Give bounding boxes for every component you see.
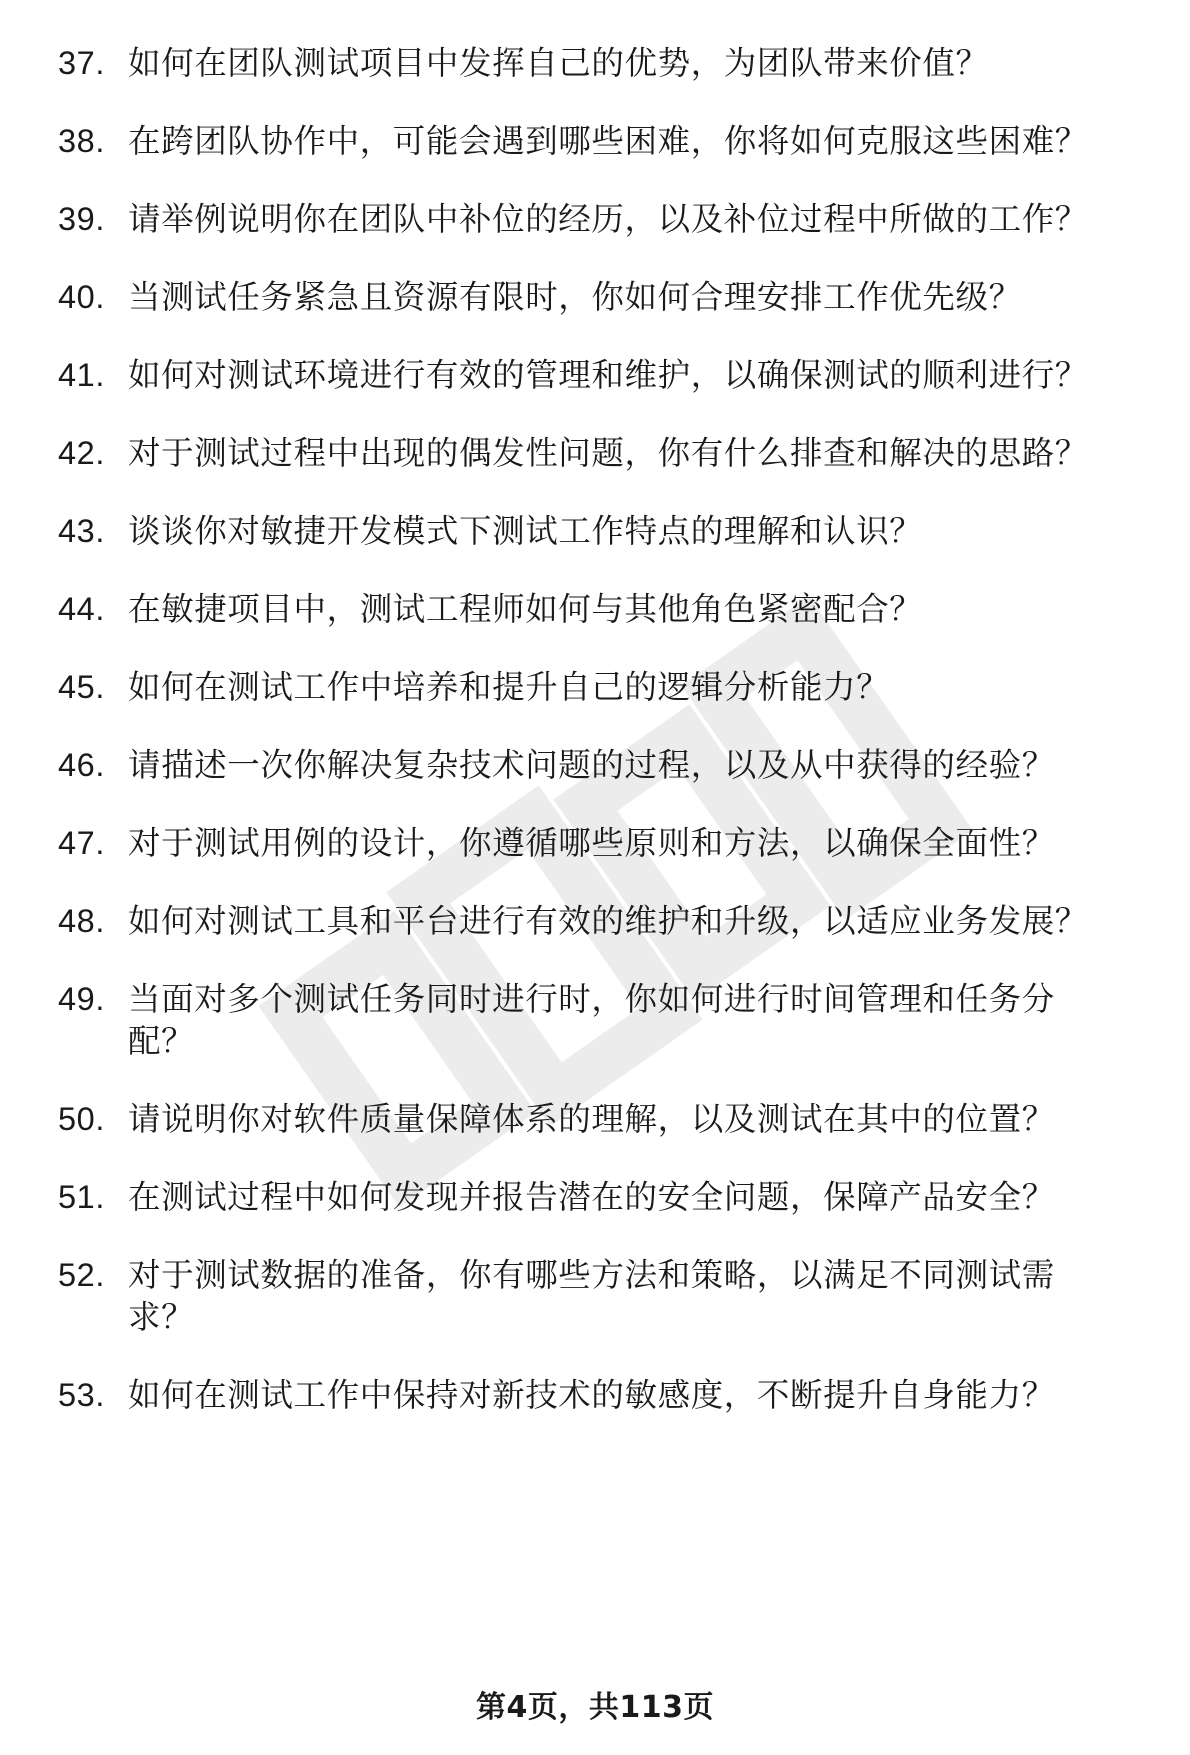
question-text: 对于测试用例的设计，你遵循哪些原则和方法，以确保全面性？ bbox=[128, 824, 1055, 862]
question-item bbox=[58, 120, 1148, 162]
question-item bbox=[58, 276, 1148, 318]
question-text: 对于测试过程中出现的偶发性问题，你有什么排查和解决的思路？ bbox=[128, 434, 1088, 472]
question-item bbox=[58, 510, 1148, 552]
question-text: 请说明你对软件质量保障体系的理解，以及测试在其中的位置？ bbox=[128, 1100, 1055, 1138]
question-text: 如何在测试工作中培养和提升自己的逻辑分析能力？ bbox=[128, 668, 890, 706]
question-item bbox=[58, 822, 1148, 864]
question-number: 42. bbox=[58, 435, 105, 471]
question-text: 请举例说明你在团队中补位的经历，以及补位过程中所做的工作？ bbox=[128, 200, 1088, 238]
question-text: 在测试过程中如何发现并报告潜在的安全问题，保障产品安全？ bbox=[128, 1178, 1055, 1216]
question-item bbox=[58, 198, 1148, 240]
question-text: 请描述一次你解决复杂技术问题的过程，以及从中获得的经验？ bbox=[128, 746, 1055, 784]
question-number: 51. bbox=[58, 1179, 105, 1215]
question-number: 44. bbox=[58, 591, 105, 627]
question-item bbox=[58, 42, 1148, 84]
question-number: 53. bbox=[58, 1377, 105, 1413]
question-item bbox=[58, 666, 1148, 708]
question-item bbox=[58, 432, 1148, 474]
question-number: 38. bbox=[58, 123, 105, 159]
question-list bbox=[58, 42, 1158, 1452]
question-item bbox=[58, 588, 1148, 630]
question-item bbox=[58, 1254, 1148, 1338]
question-number: 49. bbox=[58, 981, 105, 1017]
question-item bbox=[58, 744, 1148, 786]
question-number: 39. bbox=[58, 201, 105, 237]
question-item bbox=[58, 1374, 1148, 1416]
question-item bbox=[58, 1098, 1148, 1140]
question-text: 谈谈你对敏捷开发模式下测试工作特点的理解和认识？ bbox=[128, 512, 923, 550]
question-number: 45. bbox=[58, 669, 105, 705]
question-number: 50. bbox=[58, 1101, 105, 1137]
question-text: 如何在测试工作中保持对新技术的敏感度，不断提升自身能力？ bbox=[128, 1376, 1055, 1414]
question-number: 37. bbox=[58, 45, 105, 81]
question-text: 在跨团队协作中，可能会遇到哪些困难，你将如何克服这些困难？ bbox=[128, 122, 1088, 160]
question-item bbox=[58, 978, 1148, 1062]
question-number: 43. bbox=[58, 513, 105, 549]
question-text: 如何在团队测试项目中发挥自己的优势，为团队带来价值？ bbox=[128, 44, 989, 82]
question-item bbox=[58, 354, 1148, 396]
question-text: 如何对测试环境进行有效的管理和维护，以确保测试的顺利进行？ bbox=[128, 356, 1088, 394]
page-number: 第4页，共113页 bbox=[476, 1690, 714, 1725]
question-item bbox=[58, 1176, 1148, 1218]
question-text: 在敏捷项目中，测试工程师如何与其他角色紧密配合？ bbox=[128, 590, 923, 628]
question-text: 如何对测试工具和平台进行有效的维护和升级，以适应业务发展？ bbox=[128, 902, 1088, 940]
question-number: 41. bbox=[58, 357, 105, 393]
question-text: 对于测试数据的准备，你有哪些方法和策略，以满足不同测试需求？ bbox=[128, 1256, 1055, 1336]
question-number: 46. bbox=[58, 747, 105, 783]
question-text: 当测试任务紧急且资源有限时，你如何合理安排工作优先级？ bbox=[128, 278, 1022, 316]
question-item bbox=[58, 900, 1148, 942]
question-number: 40. bbox=[58, 279, 105, 315]
question-number: 47. bbox=[58, 825, 105, 861]
question-text: 当面对多个测试任务同时进行时，你如何进行时间管理和任务分配？ bbox=[128, 980, 1055, 1060]
question-number: 52. bbox=[58, 1257, 105, 1293]
question-number: 48. bbox=[58, 903, 105, 939]
